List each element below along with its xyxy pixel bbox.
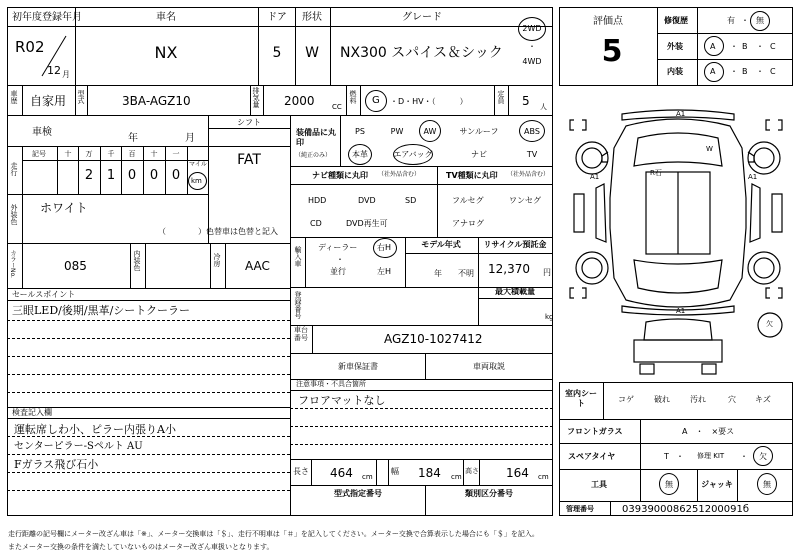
displacement-unit: CC bbox=[332, 103, 342, 111]
seat-hole[interactable]: 穴 bbox=[728, 395, 736, 404]
exterior-dot-1: ・ bbox=[730, 42, 738, 51]
footer-line-1: 走行距離の記号欄にメーター改ざん車は「※」、メーター交換車は「＄」、走行不明車は「＃」を記入してください。メーター交換で合算表示した場合にも「＄」を記入。 bbox=[8, 530, 539, 538]
tools-label: 工具 bbox=[591, 480, 607, 489]
mileage-unit-km: km bbox=[191, 177, 202, 185]
sales-line-1: 三眼LED/後期/黒革/シートクーラー bbox=[12, 304, 191, 317]
reg-era: R02 bbox=[15, 38, 45, 56]
equip-aw[interactable]: AW bbox=[423, 127, 437, 136]
color-no-value: 085 bbox=[64, 259, 87, 273]
interior-dot-2: ・ bbox=[756, 67, 764, 76]
inspect-line-3: Fガラス飛び石小 bbox=[14, 458, 99, 471]
mileage-col-5: 一 bbox=[172, 150, 180, 158]
spare-t[interactable]: T bbox=[664, 452, 669, 461]
fuel-options: ・D・HV・（ ） bbox=[390, 97, 468, 106]
interior-b[interactable]: B bbox=[742, 67, 748, 76]
door-count: 5 bbox=[272, 45, 282, 61]
displacement-label: 排気量 bbox=[252, 87, 260, 108]
tv-type-label: TV種類に丸印 bbox=[446, 171, 498, 180]
exterior-label: 外装 bbox=[667, 42, 683, 51]
equip-leather[interactable]: 本革 bbox=[352, 150, 368, 159]
drive-2wd: 2WD bbox=[522, 24, 542, 33]
reg-date-label: 初年度登録年月 bbox=[12, 12, 82, 23]
height-unit: cm bbox=[538, 473, 549, 481]
interior-label: 内装 bbox=[667, 67, 683, 76]
ac-label: 冷房 bbox=[213, 253, 221, 267]
mgmt-value: 0393900086251200091б bbox=[622, 504, 750, 515]
mileage-digit-1: 2 bbox=[84, 168, 94, 183]
jack-value[interactable]: 無 bbox=[763, 480, 771, 489]
interior-dot-1: ・ bbox=[730, 67, 738, 76]
equip-tv[interactable]: TV bbox=[526, 150, 538, 159]
tv-oneseg[interactable]: ワンセグ bbox=[509, 196, 541, 205]
footer-line-2: またメーター交換の条件を満たしていないものはメーター改ざん車扱いとなります。 bbox=[8, 543, 274, 551]
shift-value: FAT bbox=[237, 152, 261, 168]
equip-ps[interactable]: PS bbox=[355, 127, 365, 136]
jack-label: ジャッキ bbox=[701, 480, 733, 489]
score-label: 評価点 bbox=[593, 16, 623, 27]
type-designation-label: 型式指定番号 bbox=[334, 489, 382, 498]
mileage-digit-5: 0 bbox=[171, 168, 181, 183]
model-year-unknown: 不明 bbox=[458, 269, 474, 278]
capacity-label: 定員 bbox=[497, 90, 505, 104]
interior-c[interactable]: C bbox=[770, 67, 776, 76]
import-dot: ・ bbox=[336, 255, 344, 264]
diagram-mark-w: W bbox=[706, 145, 713, 153]
equip-label: 装備品に丸印 bbox=[296, 128, 336, 148]
mileage-digit-4: 0 bbox=[149, 168, 159, 183]
chassis-label: 車台番号 bbox=[294, 326, 308, 342]
navi-dvd[interactable]: DVD bbox=[358, 196, 376, 205]
diagram-mark-a1-top: A1 bbox=[676, 110, 686, 118]
spare-tire-label: スペアタイヤ bbox=[568, 452, 616, 461]
repair-dot: ・ bbox=[741, 16, 749, 25]
grade-label: グレード bbox=[402, 12, 442, 23]
interior-seat-label: 室内シート bbox=[565, 389, 597, 409]
inspect-label: 検査記入欄 bbox=[12, 408, 52, 417]
max-load-unit: kg bbox=[545, 313, 554, 321]
length-value: 464 bbox=[330, 466, 353, 480]
grade-value: NX300 スパイス＆シック bbox=[340, 45, 503, 61]
spare-dot-1: ・ bbox=[676, 452, 684, 461]
windshield-label: フロントガラス bbox=[567, 427, 623, 436]
model-year-label: モデル年式 bbox=[421, 240, 461, 249]
capacity-unit: 人 bbox=[540, 103, 547, 111]
length-label: 長さ bbox=[293, 467, 309, 476]
mileage-digit-3: 0 bbox=[127, 168, 137, 183]
reg-month: 12 bbox=[47, 64, 61, 77]
door-label: ドア bbox=[267, 12, 287, 23]
exterior-c[interactable]: C bbox=[770, 42, 776, 51]
height-value: 164 bbox=[506, 466, 529, 480]
shape-label: 形状 bbox=[302, 12, 322, 23]
inspect-line-1: 運転席しわ小、ピラー内張りA小 bbox=[14, 423, 176, 436]
shift-label: シフト bbox=[237, 118, 261, 127]
equip-airbag[interactable]: エアバッグ bbox=[393, 150, 433, 159]
diagram-mark-a1-right: A1 bbox=[748, 173, 758, 181]
interior-a[interactable]: A bbox=[710, 67, 716, 76]
ac-value: AAC bbox=[245, 259, 270, 273]
reg-month-unit: 月 bbox=[62, 70, 70, 79]
drive-4wd: 4WD bbox=[522, 57, 542, 66]
new-car-warranty[interactable]: 新車保証書 bbox=[338, 362, 378, 371]
repair-no[interactable]: 無 bbox=[756, 16, 764, 25]
length-unit: cm bbox=[362, 473, 373, 481]
diagram-mark-rock: R石 bbox=[650, 169, 662, 177]
width-label: 幅 bbox=[391, 467, 399, 476]
color-note: （ ）色替車は色替と記入 bbox=[158, 227, 278, 236]
usage-value: 自家用 bbox=[30, 94, 67, 108]
shaken-month: 月 bbox=[185, 133, 195, 144]
equip-navi[interactable]: ナビ bbox=[471, 150, 487, 159]
notes-label: 注意事項・不具合箇所 bbox=[296, 380, 366, 388]
inspect-line-2: センターピラー-Sペルト AU bbox=[14, 441, 143, 452]
repair-yes[interactable]: 有 bbox=[727, 16, 735, 25]
tools-value[interactable]: 無 bbox=[665, 480, 673, 489]
tv-analog[interactable]: アナログ bbox=[452, 219, 484, 228]
mileage-col-0: 十 bbox=[64, 150, 72, 158]
import-right[interactable]: 右H bbox=[377, 243, 392, 252]
seat-dirt[interactable]: 汚れ bbox=[690, 395, 706, 404]
car-diagram bbox=[562, 108, 794, 380]
height-label: 高さ bbox=[465, 467, 479, 475]
mileage-col-3: 百 bbox=[128, 150, 136, 158]
navi-cd[interactable]: CD bbox=[310, 219, 322, 228]
mileage-unit-mile: マイル bbox=[189, 161, 207, 168]
chassis-value: AGZ10-1027412 bbox=[384, 332, 483, 346]
exterior-a[interactable]: A bbox=[710, 42, 716, 51]
navi-type-sub: （社外品含む） bbox=[378, 171, 421, 178]
shaken-year: 年 bbox=[128, 133, 138, 144]
spare-missing[interactable]: 欠 bbox=[759, 452, 767, 461]
navi-hdd[interactable]: HDD bbox=[308, 196, 327, 205]
width-unit: cm bbox=[451, 473, 462, 481]
navi-sd[interactable]: SD bbox=[405, 196, 417, 205]
displacement-value: 2000 bbox=[284, 94, 315, 108]
equip-sub: （純正のみ） bbox=[295, 152, 332, 159]
spare-dot-2: ・ bbox=[740, 452, 748, 461]
import-label: 輸入車 bbox=[294, 246, 302, 267]
equip-sunroof[interactable]: サンルーフ bbox=[459, 127, 499, 136]
color-no-label: カラーNo. bbox=[9, 250, 16, 278]
fuel-label: 燃料 bbox=[349, 90, 357, 104]
model-label: 型式 bbox=[77, 90, 85, 104]
reg-no-label: 登録番号 bbox=[294, 291, 302, 319]
class-number-label: 類別区分番号 bbox=[465, 489, 513, 498]
color-value: ホワイト bbox=[40, 201, 88, 215]
recycle-unit: 円 bbox=[543, 268, 551, 277]
mileage-col-1: 万 bbox=[85, 150, 93, 158]
exterior-dot-2: ・ bbox=[756, 42, 764, 51]
car-name: NX bbox=[154, 43, 178, 62]
mgmt-label: 管理番号 bbox=[566, 505, 594, 513]
import-dealer[interactable]: ディーラー bbox=[318, 243, 358, 252]
color-label: 外装色 bbox=[10, 204, 18, 225]
interior-color-label: 内装色 bbox=[133, 250, 141, 271]
mileage-digit-2: 1 bbox=[106, 168, 116, 183]
model-year-year: 年 bbox=[434, 269, 442, 278]
shape-value: W bbox=[305, 45, 319, 61]
mileage-code-label: 記号 bbox=[32, 150, 46, 158]
score-value: 5 bbox=[601, 34, 623, 69]
left-frame bbox=[7, 7, 553, 516]
navi-dvd-play[interactable]: DVD再生可 bbox=[346, 219, 388, 228]
capacity-value: 5 bbox=[522, 94, 530, 108]
width-value: 184 bbox=[418, 466, 441, 480]
mileage-col-4: 十 bbox=[150, 150, 158, 158]
max-load-label: 最大積載量 bbox=[495, 287, 535, 296]
diagram-mark-a1-bottom: A1 bbox=[676, 307, 686, 315]
recycle-value: 12,370 bbox=[488, 262, 530, 276]
spare-kit[interactable]: 修理 KIT bbox=[697, 452, 725, 460]
drive-dot: ・ bbox=[528, 42, 536, 51]
notes-value: フロアマットなし bbox=[298, 394, 386, 407]
exterior-b[interactable]: B bbox=[742, 42, 748, 51]
mileage-label: 走行 bbox=[10, 162, 18, 176]
windshield-value[interactable]: A ・ ×要ス bbox=[682, 427, 735, 436]
equip-abs[interactable]: ABS bbox=[524, 127, 540, 136]
car-name-label: 車名 bbox=[156, 12, 176, 23]
diagram-missing: 欠 bbox=[766, 320, 773, 328]
import-left[interactable]: 左H bbox=[377, 267, 392, 276]
seat-scratch[interactable]: キズ bbox=[755, 395, 771, 404]
tv-fullseg[interactable]: フルセグ bbox=[452, 196, 484, 205]
mileage-col-2: 千 bbox=[107, 150, 115, 158]
seat-burn[interactable]: コゲ bbox=[618, 395, 634, 404]
diagram-mark-a1-left: A1 bbox=[590, 173, 600, 181]
model-value: 3BA-AGZ10 bbox=[122, 94, 191, 108]
sales-label: セールスポイント bbox=[12, 290, 76, 299]
recycle-label: リサイクル預託金 bbox=[483, 240, 547, 249]
usage-label: 車歴 bbox=[10, 90, 18, 104]
import-parallel[interactable]: 並行 bbox=[330, 267, 346, 276]
tv-type-sub: （社外品含む） bbox=[507, 171, 550, 178]
equip-pw[interactable]: PW bbox=[390, 127, 404, 136]
navi-type-label: ナビ種類に丸印 bbox=[312, 171, 368, 180]
shaken-label: 車検 bbox=[32, 127, 52, 138]
car-manual[interactable]: 車両取説 bbox=[473, 362, 505, 371]
fuel-g: G bbox=[372, 95, 380, 106]
repair-label: 修復歴 bbox=[664, 16, 688, 25]
seat-tear[interactable]: 破れ bbox=[654, 395, 670, 404]
